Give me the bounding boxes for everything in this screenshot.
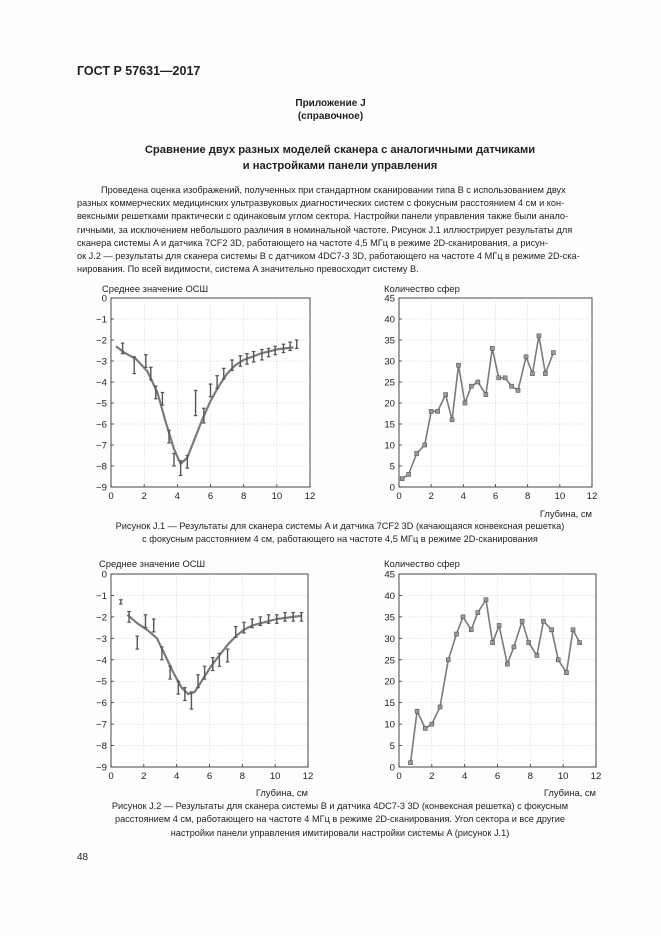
x-tick-label: 12	[590, 771, 602, 782]
y-tick-label: −2	[96, 612, 107, 624]
data-point	[463, 401, 467, 405]
y-tick-label: −7	[96, 719, 107, 731]
x-tick-label: 10	[271, 491, 283, 502]
y-tick-label: 35	[384, 612, 395, 624]
data-point	[476, 380, 480, 384]
data-point	[527, 641, 531, 645]
x-tick-label: 8	[240, 491, 247, 502]
data-point	[541, 619, 545, 623]
data-point	[415, 709, 419, 713]
chart-j1-spheres	[384, 283, 597, 519]
y-tick-label: 0	[389, 762, 395, 774]
x-tick-label: 12	[586, 491, 598, 502]
chart-title: Количество сфер	[384, 558, 460, 569]
x-tick-label: 6	[492, 491, 499, 502]
x-tick-label: 10	[269, 771, 281, 782]
y-tick-label: 5	[389, 461, 395, 473]
section-title-line1: Сравнение двух разных моделей сканера с аналогичными датчиками	[144, 144, 536, 156]
y-tick-label: −1	[96, 314, 107, 326]
data-point	[537, 334, 541, 338]
x-tick-label: 0	[396, 491, 402, 502]
data-point	[423, 726, 427, 730]
x-axis-label: Глубина, см	[255, 787, 308, 798]
x-tick-label: 2	[141, 771, 147, 782]
y-tick-label: 15	[384, 698, 395, 710]
figure1-caption-line: с фокусным расстоянием 4 см, работающего на частоте 4,5 МГц в режиме 2D-сканирования	[142, 534, 538, 545]
data-point	[454, 632, 458, 636]
x-tick-label: 10	[557, 771, 569, 782]
x-tick-label: 2	[429, 771, 435, 782]
data-point	[497, 376, 501, 380]
y-tick-label: 45	[384, 293, 395, 305]
x-tick-label: 8	[524, 491, 531, 502]
figure1-caption	[60, 520, 620, 547]
x-tick-label: 4	[461, 771, 468, 782]
y-tick-label: −4	[96, 377, 107, 389]
data-point	[503, 376, 507, 380]
y-tick-label: −9	[96, 482, 107, 494]
y-tick-label: 25	[384, 655, 395, 667]
y-tick-label: 20	[384, 676, 395, 688]
figure1-caption-line: Рисунок J.1 — Результаты для сканера системы A и датчика 7CF2 3D (качающаяся конвексная решетка)	[115, 521, 565, 531]
chart-title: Среднее значение ОСШ	[99, 558, 206, 569]
data-point	[400, 477, 404, 481]
figure2-caption-line: настройки панели управления имитировали настройки системы A (рисунок J.1)	[170, 827, 510, 838]
data-point	[564, 671, 568, 675]
data-point	[430, 722, 434, 726]
data-point	[510, 384, 514, 388]
y-tick-label: 30	[384, 633, 395, 645]
x-tick-label: 2	[428, 491, 434, 502]
data-point	[415, 451, 419, 455]
x-tick-label: 0	[396, 771, 402, 782]
y-tick-label: 30	[384, 356, 395, 368]
chart-title: Среднее значение ОСШ	[102, 283, 209, 294]
page-number: 48	[77, 852, 89, 863]
figure2-caption-line: Рисунок J.2 — Результаты для сканера системы B и датчика 4DC7-3 3D (конвексная решетка) с фокусным	[111, 801, 569, 811]
figure2-caption	[60, 800, 620, 840]
data-point	[505, 662, 509, 666]
data-point	[551, 351, 555, 355]
data-point	[444, 393, 448, 397]
figure2-caption-line: расстоянием 4 см, работающего на частоте 4 МГц в режиме 2D-сканирования. Угол сектора и все другие	[114, 814, 566, 825]
data-point	[578, 641, 582, 645]
data-point	[438, 705, 442, 709]
data-point	[469, 384, 473, 388]
data-point	[408, 761, 412, 765]
data-point	[491, 641, 495, 645]
x-axis-label: Глубина, см	[543, 787, 596, 798]
data-point	[524, 355, 528, 359]
standard-header: ГОСТ Р 57631—2017	[77, 64, 201, 78]
y-tick-label: −3	[96, 356, 107, 368]
y-tick-label: −1	[96, 590, 107, 602]
body-line: вексными решетками практически с одинаковым углом сектора. Настройки панели управления также были анало-	[77, 211, 569, 222]
body-line: Проведена оценка изображений, полученных при стандартном сканировании типа B с использованием двух	[101, 185, 566, 195]
y-tick-label: −5	[96, 676, 107, 688]
y-tick-label: 15	[384, 419, 395, 431]
chart-j2-spheres	[384, 558, 601, 798]
y-tick-label: 20	[384, 398, 395, 410]
body-line: гичными, за исключением небольшого различия в номинальной частоте. Рисунок J.1 иллюстрирует результаты для	[77, 224, 573, 235]
data-point	[484, 393, 488, 397]
y-tick-label: 10	[384, 440, 395, 452]
data-point	[476, 611, 480, 615]
y-tick-label: −2	[96, 335, 107, 347]
x-tick-label: 4	[460, 491, 467, 502]
data-point	[530, 372, 534, 376]
data-point	[436, 409, 440, 413]
y-tick-label: −3	[96, 633, 107, 645]
body-line: сканера системы A и датчика 7CF2 3D, работающего на частоте 4,5 МГц в режиме 2D-сканирования, а рисун-	[77, 237, 548, 248]
y-tick-label: 40	[384, 590, 395, 602]
x-axis-label: Глубина, см	[539, 508, 592, 519]
data-point	[469, 628, 473, 632]
y-tick-label: −7	[96, 440, 107, 452]
data-point	[457, 363, 461, 367]
x-tick-label: 4	[173, 771, 180, 782]
y-tick-label: 10	[384, 719, 395, 731]
x-tick-label: 4	[174, 491, 181, 502]
x-tick-label: 6	[207, 491, 214, 502]
data-point	[520, 619, 524, 623]
data-point	[450, 418, 454, 422]
section-title-line2: и настройками панели управления	[242, 160, 438, 172]
x-tick-label: 0	[108, 771, 114, 782]
y-tick-label: 5	[389, 741, 395, 753]
data-point	[543, 372, 547, 376]
chart-title: Количество сфер	[384, 283, 460, 294]
data-point	[535, 653, 539, 657]
data-point	[550, 628, 554, 632]
chart-j2-snr	[96, 558, 313, 798]
x-tick-label: 6	[206, 771, 213, 782]
y-tick-label: 40	[384, 314, 395, 326]
data-point	[423, 443, 427, 447]
data-point	[571, 628, 575, 632]
y-tick-label: 35	[384, 335, 395, 347]
y-tick-label: −6	[96, 698, 107, 710]
data-point	[446, 658, 450, 662]
body-line: нирования. По всей видимости, система A значительно превосходит систему B.	[77, 264, 419, 275]
x-tick-label: 6	[494, 771, 501, 782]
data-point	[490, 346, 494, 350]
annex-subtitle: (справочное)	[297, 111, 364, 122]
data-point	[516, 388, 520, 392]
y-tick-label: −4	[96, 655, 107, 667]
x-tick-label: 10	[554, 491, 566, 502]
data-point	[429, 409, 433, 413]
data-point	[497, 623, 501, 627]
x-tick-label: 8	[239, 771, 246, 782]
data-point	[407, 472, 411, 476]
y-tick-label: −5	[96, 398, 107, 410]
y-tick-label: −9	[96, 762, 107, 774]
data-point	[556, 658, 560, 662]
y-tick-label: 0	[389, 482, 395, 494]
annex-title: Приложение J	[295, 98, 366, 109]
y-tick-label: 0	[101, 293, 107, 305]
y-tick-label: 0	[101, 569, 107, 581]
data-point	[461, 615, 465, 619]
y-tick-label: 25	[384, 377, 395, 389]
chart-j1-snr	[96, 283, 315, 502]
data-point	[512, 645, 516, 649]
body-line: ок J.2 — результаты для сканера системы B с датчиком 4DC7-3 3D, работающего на частоте 4 МГц в режиме 2D-ска-	[77, 251, 580, 262]
data-point	[484, 598, 488, 602]
x-tick-label: 8	[527, 771, 534, 782]
x-tick-label: 12	[304, 491, 316, 502]
y-tick-label: −8	[96, 741, 107, 753]
body-line: разных коммерческих медицинских ультразвуковых диагностических систем с фокусным расстоянием 4 см и кон-	[77, 198, 565, 209]
y-tick-label: 45	[384, 569, 395, 581]
y-tick-label: −8	[96, 461, 107, 473]
y-tick-label: −6	[96, 419, 107, 431]
x-tick-label: 2	[141, 491, 147, 502]
x-tick-label: 0	[108, 491, 114, 502]
x-tick-label: 12	[302, 771, 314, 782]
